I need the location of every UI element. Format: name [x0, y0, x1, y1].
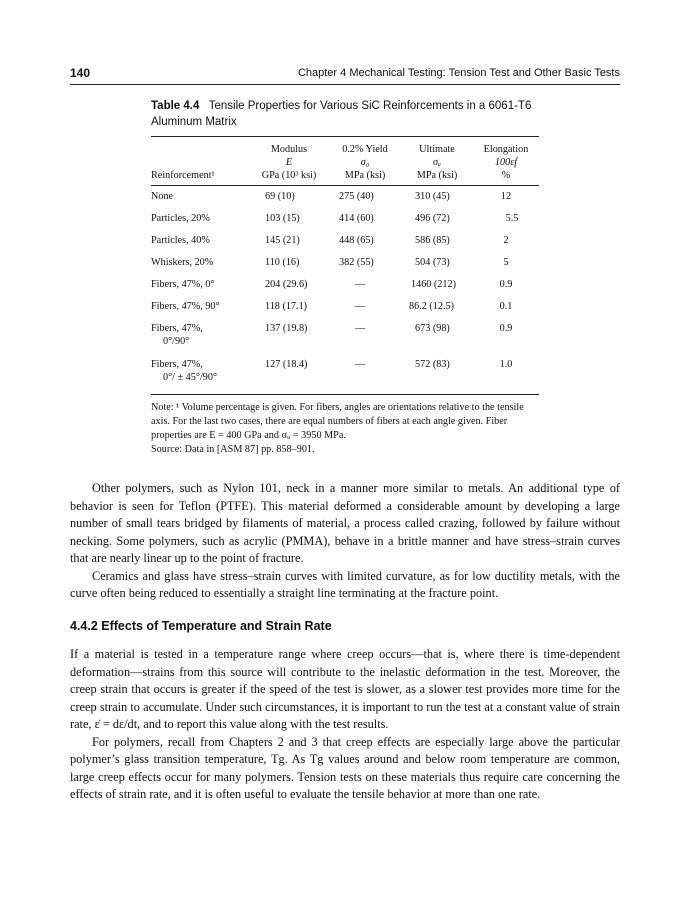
cell-elongation: 5	[503, 257, 509, 268]
paragraph-polymers-necking: Other polymers, such as Nylon 101, neck in a manner more similar to metals. An additional type of behavior is seen for Teflon (PTFE). This material deformed a considerable amount by developing a large number of small tears bridged by filaments of material, a process called crazing, followed by failure without necking. Some polymers, such as acrylic (PMMA), behave in a brittle manner and have stress–strain curves that are nearly linear up to the point of fracture.	[70, 481, 620, 565]
cell-ultimate: 673 (98)	[415, 323, 450, 334]
header-elongation-line3: %	[501, 170, 511, 181]
table-caption	[151, 98, 551, 130]
header-modulus-line3: GPa (10³ ksi)	[261, 170, 317, 181]
cell-ultimate: 86.2 (12.5)	[409, 301, 454, 312]
cell-elongation: 5.5	[505, 213, 519, 224]
cell-elongation: 1.0	[499, 359, 513, 370]
cell-yield: —	[355, 323, 366, 334]
paragraph-creep-strain-rate: If a material is tested in a temperature range where creep occurs—that is, where there is time-dependent deformation—strains from this source will contribute to the inelastic deformation in the test. Moreover, the creep strain that occurs is greater if the speed of the test is slower, as a slower test provides more time for the creep strain to accumulate. Under such circumstances, it is important to run the test at a constant value of strain rate, ε̇ = dε/dt, and to report this value along with the test results.	[70, 647, 620, 731]
cell-reinforcement	[151, 322, 249, 358]
header-yield-line1: 0.2% Yield	[342, 144, 388, 155]
cell-elongation: 0.9	[499, 323, 513, 334]
table-row	[151, 190, 539, 212]
section-heading: 4.4.2 Effects of Temperature and Strain Rate	[70, 619, 332, 633]
cell-reinforcement-line1: Fibers, 47%,	[151, 323, 203, 334]
cell-reinforcement: Fibers, 47%, 0°	[151, 279, 215, 290]
table-note	[151, 401, 541, 457]
cell-reinforcement: Particles, 20%	[151, 213, 210, 224]
table-bottom-rule	[151, 394, 539, 395]
cell-ultimate: 1460 (212)	[411, 279, 456, 290]
page-header	[70, 66, 620, 84]
header-yield-line2: σ₀	[360, 157, 370, 168]
cell-modulus: 118 (17.1)	[265, 301, 308, 312]
cell-ultimate: 504 (73)	[415, 257, 450, 268]
table-source: Source: Data in [ASM 87] pp. 858–901.	[151, 444, 315, 455]
cell-reinforcement-line2: 0°/90°	[163, 336, 190, 347]
table-row	[151, 300, 539, 322]
running-head: Chapter 4 Mechanical Testing: Tension Test and Other Basic Tests	[297, 67, 620, 79]
cell-elongation: 12	[500, 191, 512, 202]
table-note-text: Note: ¹ Volume percentage is given. For fibers, angles are orientations relative to the tensile axis. For the last two cases, there are equal numbers of fibers at each angle given. Fiber properties are E = 400 GPa and σᵤ = 3950 MPa.	[151, 402, 524, 441]
page-number: 140	[70, 66, 91, 80]
body-section-b	[70, 646, 620, 804]
cell-elongation: 2	[503, 235, 509, 246]
cell-ultimate: 572 (83)	[415, 359, 450, 370]
table-row	[151, 234, 539, 256]
cell-ultimate: 310 (45)	[415, 191, 450, 202]
cell-modulus: 127 (18.4)	[265, 359, 308, 370]
table-caption-text: Tensile Properties for Various SiC Reinforcements in a 6061-T6 Aluminum Matrix	[151, 100, 532, 128]
cell-modulus: 69 (10)	[265, 191, 295, 202]
cell-yield: 414 (60)	[339, 213, 374, 224]
cell-reinforcement	[151, 358, 249, 394]
cell-ultimate: 496 (72)	[415, 213, 450, 224]
cell-modulus: 103 (15)	[265, 213, 300, 224]
table-row	[151, 212, 539, 234]
cell-ultimate: 586 (85)	[415, 235, 450, 246]
table-row	[151, 322, 539, 358]
paragraph-ceramics-glass: Ceramics and glass have stress–strain curves with limited curvature, as for low ductility metals, with the curve often being reduced to essentially a straight line terminating at the fracture point.	[70, 568, 620, 600]
cell-modulus: 145 (21)	[265, 235, 300, 246]
cell-yield: —	[355, 301, 366, 312]
cell-yield: 382 (55)	[339, 257, 374, 268]
header-reinforcement: Reinforcement¹	[151, 170, 215, 181]
cell-elongation: 0.1	[499, 301, 513, 312]
table-caption-label: Table 4.4	[151, 100, 200, 112]
header-ultimate-line1: Ultimate	[419, 144, 455, 155]
header-modulus-line2: E	[285, 157, 293, 168]
header-elongation-line2: 100εf	[494, 157, 518, 168]
table-row	[151, 358, 539, 394]
cell-yield: —	[355, 359, 366, 370]
header-rule	[70, 84, 620, 85]
cell-modulus: 204 (29.6)	[265, 279, 308, 290]
header-yield-line3: MPa (ksi)	[344, 170, 386, 181]
cell-reinforcement: None	[151, 191, 174, 202]
cell-reinforcement-line1: Fibers, 47%,	[151, 359, 203, 370]
cell-modulus: 137 (19.8)	[265, 323, 308, 334]
header-elongation-line1: Elongation	[483, 144, 529, 155]
cell-reinforcement: Whiskers, 20%	[151, 257, 214, 268]
body-section-a	[70, 480, 620, 603]
cell-yield: 448 (65)	[339, 235, 374, 246]
header-ultimate-line3: MPa (ksi)	[416, 170, 458, 181]
cell-reinforcement: Fibers, 47%, 90°	[151, 301, 220, 312]
paragraph-glass-transition: For polymers, recall from Chapters 2 and 3 that creep effects are especially large above the particular polymer’s glass transition temperature, Tg. As Tg values around and below room temperature are common, large creep effects occur for many polymers. Tension tests on these materials thus require care concerning the effects of strain rate, and it is often useful to evaluate the tensile behavior at more than one rate.	[70, 734, 620, 801]
cell-modulus: 110 (16)	[265, 257, 300, 268]
cell-reinforcement-line2: 0°/ ± 45°/90°	[163, 372, 218, 383]
header-modulus-line1: Modulus	[270, 144, 308, 155]
header-ultimate-line2: σᵤ	[432, 157, 441, 168]
cell-reinforcement: Particles, 40%	[151, 235, 210, 246]
table-row	[151, 256, 539, 278]
cell-yield: —	[355, 279, 366, 290]
table-row	[151, 278, 539, 300]
cell-yield: 275 (40)	[339, 191, 374, 202]
tensile-properties-table	[151, 136, 539, 395]
cell-elongation: 0.9	[499, 279, 513, 290]
